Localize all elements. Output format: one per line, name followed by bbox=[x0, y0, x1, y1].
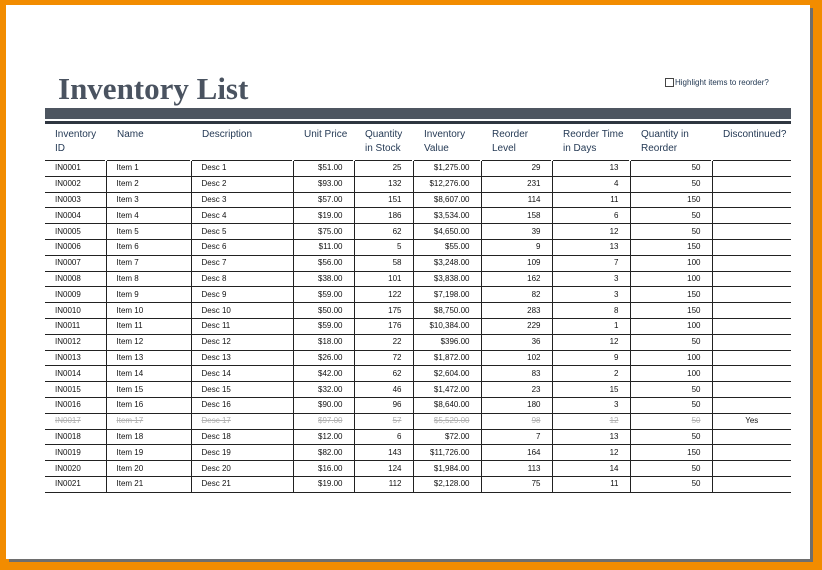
cell-discontinued bbox=[712, 176, 791, 192]
page-title: Inventory List bbox=[58, 71, 249, 106]
table-row[interactable] bbox=[45, 287, 791, 303]
cell-inventory-id: IN0010 bbox=[45, 303, 106, 319]
cell-unit-price: $19.00 bbox=[293, 208, 354, 224]
cell-inventory-value: $72.00 bbox=[413, 429, 481, 445]
table-row[interactable] bbox=[45, 303, 791, 319]
cell-reorder-time: 12 bbox=[552, 445, 630, 461]
cell-inventory-value: $396.00 bbox=[413, 334, 481, 350]
document-page bbox=[6, 5, 810, 559]
table-header bbox=[45, 123, 791, 161]
cell-reorder-level: 231 bbox=[481, 176, 552, 192]
cell-inventory-value: $1,984.00 bbox=[413, 461, 481, 477]
cell-discontinued bbox=[712, 476, 791, 492]
table-row[interactable] bbox=[45, 461, 791, 477]
cell-inventory-id: IN0020 bbox=[45, 461, 106, 477]
cell-unit-price: $12.00 bbox=[293, 429, 354, 445]
cell-reorder-level: 114 bbox=[481, 192, 552, 208]
table-row[interactable] bbox=[45, 334, 791, 350]
header-quantity-in-reorder[interactable]: Quantity in Reorder bbox=[630, 123, 712, 161]
cell-quantity-in-reorder: 150 bbox=[630, 239, 712, 255]
cell-inventory-value: $1,872.00 bbox=[413, 350, 481, 366]
cell-quantity-in-reorder: 150 bbox=[630, 303, 712, 319]
cell-unit-price: $16.00 bbox=[293, 461, 354, 477]
cell-quantity-in-reorder: 50 bbox=[630, 413, 712, 429]
cell-name: Item 20 bbox=[106, 461, 191, 477]
cell-discontinued bbox=[712, 224, 791, 240]
cell-reorder-time: 11 bbox=[552, 192, 630, 208]
cell-unit-price: $90.00 bbox=[293, 397, 354, 413]
header-description[interactable]: Description bbox=[191, 123, 293, 161]
cell-reorder-time: 13 bbox=[552, 429, 630, 445]
cell-quantity-in-stock: 132 bbox=[354, 176, 413, 192]
cell-reorder-time: 7 bbox=[552, 255, 630, 271]
cell-reorder-time: 6 bbox=[552, 208, 630, 224]
cell-reorder-time: 8 bbox=[552, 303, 630, 319]
table-row[interactable] bbox=[45, 429, 791, 445]
cell-description: Desc 3 bbox=[191, 192, 293, 208]
cell-inventory-id: IN0012 bbox=[45, 334, 106, 350]
cell-reorder-level: 7 bbox=[481, 429, 552, 445]
cell-discontinued bbox=[712, 192, 791, 208]
cell-reorder-time: 13 bbox=[552, 239, 630, 255]
table-row[interactable] bbox=[45, 350, 791, 366]
cell-inventory-value: $55.00 bbox=[413, 239, 481, 255]
cell-quantity-in-reorder: 100 bbox=[630, 366, 712, 382]
highlight-reorder-label: Highlight items to reorder? bbox=[675, 78, 769, 87]
table-row[interactable] bbox=[45, 255, 791, 271]
cell-inventory-value: $1,275.00 bbox=[413, 161, 481, 177]
table-row[interactable] bbox=[45, 476, 791, 492]
table-row[interactable] bbox=[45, 397, 791, 413]
cell-quantity-in-reorder: 100 bbox=[630, 318, 712, 334]
cell-description: Desc 18 bbox=[191, 429, 293, 445]
header-quantity-in-stock[interactable]: Quantity in Stock bbox=[354, 123, 413, 161]
cell-name: Item 10 bbox=[106, 303, 191, 319]
cell-reorder-level: 164 bbox=[481, 445, 552, 461]
cell-unit-price: $56.00 bbox=[293, 255, 354, 271]
cell-reorder-time: 2 bbox=[552, 366, 630, 382]
header-name[interactable]: Name bbox=[106, 123, 191, 161]
cell-description: Desc 7 bbox=[191, 255, 293, 271]
cell-inventory-value: $2,604.00 bbox=[413, 366, 481, 382]
cell-unit-price: $59.00 bbox=[293, 318, 354, 334]
cell-discontinued bbox=[712, 271, 791, 287]
cell-reorder-time: 3 bbox=[552, 397, 630, 413]
table-row[interactable] bbox=[45, 382, 791, 398]
header-inventory-value[interactable]: Inventory Value bbox=[413, 123, 481, 161]
cell-quantity-in-stock: 46 bbox=[354, 382, 413, 398]
cell-discontinued bbox=[712, 461, 791, 477]
cell-description: Desc 12 bbox=[191, 334, 293, 350]
cell-inventory-id: IN0004 bbox=[45, 208, 106, 224]
table-row[interactable] bbox=[45, 366, 791, 382]
cell-quantity-in-stock: 22 bbox=[354, 334, 413, 350]
header-unit-price[interactable]: Unit Price bbox=[293, 123, 354, 161]
table-row[interactable] bbox=[45, 176, 791, 192]
cell-inventory-id: IN0019 bbox=[45, 445, 106, 461]
cell-description: Desc 2 bbox=[191, 176, 293, 192]
table-row[interactable] bbox=[45, 239, 791, 255]
cell-discontinued bbox=[712, 445, 791, 461]
cell-name: Item 3 bbox=[106, 192, 191, 208]
cell-inventory-value: $11,726.00 bbox=[413, 445, 481, 461]
cell-reorder-level: 82 bbox=[481, 287, 552, 303]
cell-reorder-level: 158 bbox=[481, 208, 552, 224]
cell-reorder-level: 9 bbox=[481, 239, 552, 255]
table-row[interactable] bbox=[45, 413, 791, 429]
cell-reorder-level: 283 bbox=[481, 303, 552, 319]
cell-name: Item 14 bbox=[106, 366, 191, 382]
table-row[interactable] bbox=[45, 192, 791, 208]
cell-name: Item 9 bbox=[106, 287, 191, 303]
table-row[interactable] bbox=[45, 224, 791, 240]
cell-discontinued bbox=[712, 350, 791, 366]
cell-discontinued bbox=[712, 397, 791, 413]
cell-inventory-value: $3,838.00 bbox=[413, 271, 481, 287]
cell-reorder-level: 109 bbox=[481, 255, 552, 271]
cell-name: Item 7 bbox=[106, 255, 191, 271]
cell-quantity-in-stock: 143 bbox=[354, 445, 413, 461]
cell-inventory-id: IN0015 bbox=[45, 382, 106, 398]
cell-description: Desc 9 bbox=[191, 287, 293, 303]
table-row[interactable] bbox=[45, 208, 791, 224]
cell-unit-price: $75.00 bbox=[293, 224, 354, 240]
cell-reorder-level: 162 bbox=[481, 271, 552, 287]
cell-description: Desc 8 bbox=[191, 271, 293, 287]
cell-inventory-id: IN0006 bbox=[45, 239, 106, 255]
cell-unit-price: $18.00 bbox=[293, 334, 354, 350]
header-reorder-level[interactable]: Reorder Level bbox=[481, 123, 552, 161]
cell-unit-price: $51.00 bbox=[293, 161, 354, 177]
cell-unit-price: $57.00 bbox=[293, 192, 354, 208]
cell-quantity-in-stock: 6 bbox=[354, 429, 413, 445]
cell-discontinued bbox=[712, 382, 791, 398]
cell-quantity-in-reorder: 50 bbox=[630, 429, 712, 445]
cell-name: Item 8 bbox=[106, 271, 191, 287]
cell-reorder-level: 39 bbox=[481, 224, 552, 240]
cell-quantity-in-reorder: 150 bbox=[630, 192, 712, 208]
cell-description: Desc 17 bbox=[191, 413, 293, 429]
cell-quantity-in-reorder: 50 bbox=[630, 461, 712, 477]
cell-inventory-value: $4,650.00 bbox=[413, 224, 481, 240]
cell-description: Desc 19 bbox=[191, 445, 293, 461]
cell-inventory-id: IN0003 bbox=[45, 192, 106, 208]
cell-quantity-in-reorder: 50 bbox=[630, 476, 712, 492]
header-discontinued[interactable]: Discontinued? bbox=[712, 123, 791, 161]
cell-reorder-level: 29 bbox=[481, 161, 552, 177]
cell-reorder-time: 15 bbox=[552, 382, 630, 398]
cell-description: Desc 6 bbox=[191, 239, 293, 255]
cell-name: Item 17 bbox=[106, 413, 191, 429]
cell-name: Item 1 bbox=[106, 161, 191, 177]
cell-quantity-in-stock: 5 bbox=[354, 239, 413, 255]
cell-reorder-time: 1 bbox=[552, 318, 630, 334]
cell-description: Desc 13 bbox=[191, 350, 293, 366]
cell-unit-price: $50.00 bbox=[293, 303, 354, 319]
cell-inventory-value: $8,640.00 bbox=[413, 397, 481, 413]
cell-name: Item 12 bbox=[106, 334, 191, 350]
cell-quantity-in-reorder: 50 bbox=[630, 397, 712, 413]
cell-quantity-in-stock: 175 bbox=[354, 303, 413, 319]
cell-quantity-in-stock: 62 bbox=[354, 224, 413, 240]
cell-reorder-level: 102 bbox=[481, 350, 552, 366]
cell-quantity-in-reorder: 50 bbox=[630, 208, 712, 224]
cell-quantity-in-reorder: 50 bbox=[630, 224, 712, 240]
cell-unit-price: $11.00 bbox=[293, 239, 354, 255]
table-row[interactable] bbox=[45, 271, 791, 287]
cell-quantity-in-stock: 186 bbox=[354, 208, 413, 224]
cell-inventory-id: IN0002 bbox=[45, 176, 106, 192]
cell-quantity-in-stock: 96 bbox=[354, 397, 413, 413]
cell-quantity-in-reorder: 100 bbox=[630, 350, 712, 366]
cell-unit-price: $82.00 bbox=[293, 445, 354, 461]
cell-inventory-id: IN0016 bbox=[45, 397, 106, 413]
cell-reorder-level: 113 bbox=[481, 461, 552, 477]
cell-name: Item 19 bbox=[106, 445, 191, 461]
cell-unit-price: $93.00 bbox=[293, 176, 354, 192]
cell-unit-price: $19.00 bbox=[293, 476, 354, 492]
cell-quantity-in-stock: 58 bbox=[354, 255, 413, 271]
cell-discontinued bbox=[712, 334, 791, 350]
cell-reorder-time: 12 bbox=[552, 413, 630, 429]
cell-inventory-value: $2,128.00 bbox=[413, 476, 481, 492]
cell-quantity-in-stock: 25 bbox=[354, 161, 413, 177]
cell-quantity-in-stock: 176 bbox=[354, 318, 413, 334]
cell-inventory-id: IN0005 bbox=[45, 224, 106, 240]
cell-reorder-time: 9 bbox=[552, 350, 630, 366]
cell-discontinued bbox=[712, 255, 791, 271]
cell-quantity-in-reorder: 50 bbox=[630, 382, 712, 398]
highlight-reorder-option[interactable] bbox=[665, 78, 769, 87]
cell-name: Item 2 bbox=[106, 176, 191, 192]
cell-quantity-in-reorder: 100 bbox=[630, 255, 712, 271]
cell-inventory-value: $12,276.00 bbox=[413, 176, 481, 192]
cell-inventory-value: $5,529.00 bbox=[413, 413, 481, 429]
header-reorder-time[interactable]: Reorder Time in Days bbox=[552, 123, 630, 161]
cell-discontinued bbox=[712, 208, 791, 224]
cell-description: Desc 16 bbox=[191, 397, 293, 413]
cell-name: Item 11 bbox=[106, 318, 191, 334]
cell-name: Item 16 bbox=[106, 397, 191, 413]
table-body bbox=[45, 161, 791, 493]
cell-inventory-id: IN0007 bbox=[45, 255, 106, 271]
cell-inventory-value: $8,750.00 bbox=[413, 303, 481, 319]
cell-reorder-level: 75 bbox=[481, 476, 552, 492]
cell-description: Desc 11 bbox=[191, 318, 293, 334]
cell-description: Desc 10 bbox=[191, 303, 293, 319]
cell-inventory-id: IN0011 bbox=[45, 318, 106, 334]
cell-reorder-level: 180 bbox=[481, 397, 552, 413]
table-row[interactable] bbox=[45, 318, 791, 334]
cell-quantity-in-stock: 101 bbox=[354, 271, 413, 287]
cell-description: Desc 5 bbox=[191, 224, 293, 240]
header-inventory-id[interactable]: Inventory ID bbox=[45, 123, 106, 161]
cell-discontinued bbox=[712, 303, 791, 319]
cell-quantity-in-stock: 112 bbox=[354, 476, 413, 492]
cell-name: Item 13 bbox=[106, 350, 191, 366]
highlight-reorder-checkbox[interactable] bbox=[665, 78, 674, 87]
cell-discontinued: Yes bbox=[712, 413, 791, 429]
cell-description: Desc 20 bbox=[191, 461, 293, 477]
cell-inventory-id: IN0013 bbox=[45, 350, 106, 366]
cell-reorder-level: 83 bbox=[481, 366, 552, 382]
cell-quantity-in-reorder: 150 bbox=[630, 287, 712, 303]
title-divider-bar bbox=[45, 108, 791, 119]
cell-inventory-id: IN0008 bbox=[45, 271, 106, 287]
cell-reorder-time: 14 bbox=[552, 461, 630, 477]
cell-unit-price: $32.00 bbox=[293, 382, 354, 398]
cell-quantity-in-stock: 72 bbox=[354, 350, 413, 366]
cell-unit-price: $97.00 bbox=[293, 413, 354, 429]
cell-unit-price: $59.00 bbox=[293, 287, 354, 303]
cell-unit-price: $38.00 bbox=[293, 271, 354, 287]
cell-reorder-time: 13 bbox=[552, 161, 630, 177]
cell-name: Item 18 bbox=[106, 429, 191, 445]
cell-reorder-level: 23 bbox=[481, 382, 552, 398]
inventory-table bbox=[45, 121, 791, 493]
cell-reorder-level: 229 bbox=[481, 318, 552, 334]
cell-quantity-in-stock: 122 bbox=[354, 287, 413, 303]
cell-reorder-time: 3 bbox=[552, 287, 630, 303]
cell-quantity-in-reorder: 50 bbox=[630, 176, 712, 192]
cell-quantity-in-stock: 57 bbox=[354, 413, 413, 429]
cell-discontinued bbox=[712, 429, 791, 445]
cell-name: Item 4 bbox=[106, 208, 191, 224]
cell-reorder-level: 98 bbox=[481, 413, 552, 429]
cell-inventory-value: $10,384.00 bbox=[413, 318, 481, 334]
cell-quantity-in-reorder: 50 bbox=[630, 161, 712, 177]
table-row[interactable] bbox=[45, 161, 791, 177]
cell-reorder-level: 36 bbox=[481, 334, 552, 350]
cell-discontinued bbox=[712, 239, 791, 255]
cell-reorder-time: 4 bbox=[552, 176, 630, 192]
cell-reorder-time: 3 bbox=[552, 271, 630, 287]
cell-description: Desc 14 bbox=[191, 366, 293, 382]
cell-quantity-in-stock: 62 bbox=[354, 366, 413, 382]
cell-inventory-id: IN0014 bbox=[45, 366, 106, 382]
cell-inventory-value: $3,534.00 bbox=[413, 208, 481, 224]
cell-unit-price: $26.00 bbox=[293, 350, 354, 366]
cell-description: Desc 21 bbox=[191, 476, 293, 492]
cell-discontinued bbox=[712, 318, 791, 334]
cell-name: Item 15 bbox=[106, 382, 191, 398]
cell-quantity-in-stock: 124 bbox=[354, 461, 413, 477]
cell-reorder-time: 11 bbox=[552, 476, 630, 492]
cell-inventory-value: $1,472.00 bbox=[413, 382, 481, 398]
cell-discontinued bbox=[712, 161, 791, 177]
cell-unit-price: $42.00 bbox=[293, 366, 354, 382]
cell-inventory-id: IN0009 bbox=[45, 287, 106, 303]
cell-inventory-value: $7,198.00 bbox=[413, 287, 481, 303]
cell-description: Desc 1 bbox=[191, 161, 293, 177]
cell-inventory-id: IN0018 bbox=[45, 429, 106, 445]
cell-reorder-time: 12 bbox=[552, 224, 630, 240]
cell-description: Desc 15 bbox=[191, 382, 293, 398]
cell-name: Item 6 bbox=[106, 239, 191, 255]
cell-discontinued bbox=[712, 287, 791, 303]
cell-inventory-value: $3,248.00 bbox=[413, 255, 481, 271]
table-row[interactable] bbox=[45, 445, 791, 461]
cell-reorder-time: 12 bbox=[552, 334, 630, 350]
cell-inventory-id: IN0017 bbox=[45, 413, 106, 429]
cell-quantity-in-reorder: 100 bbox=[630, 271, 712, 287]
cell-quantity-in-reorder: 50 bbox=[630, 334, 712, 350]
cell-quantity-in-stock: 151 bbox=[354, 192, 413, 208]
cell-quantity-in-reorder: 150 bbox=[630, 445, 712, 461]
cell-inventory-id: IN0001 bbox=[45, 161, 106, 177]
cell-description: Desc 4 bbox=[191, 208, 293, 224]
cell-discontinued bbox=[712, 366, 791, 382]
cell-inventory-value: $8,607.00 bbox=[413, 192, 481, 208]
cell-name: Item 5 bbox=[106, 224, 191, 240]
cell-inventory-id: IN0021 bbox=[45, 476, 106, 492]
cell-name: Item 21 bbox=[106, 476, 191, 492]
